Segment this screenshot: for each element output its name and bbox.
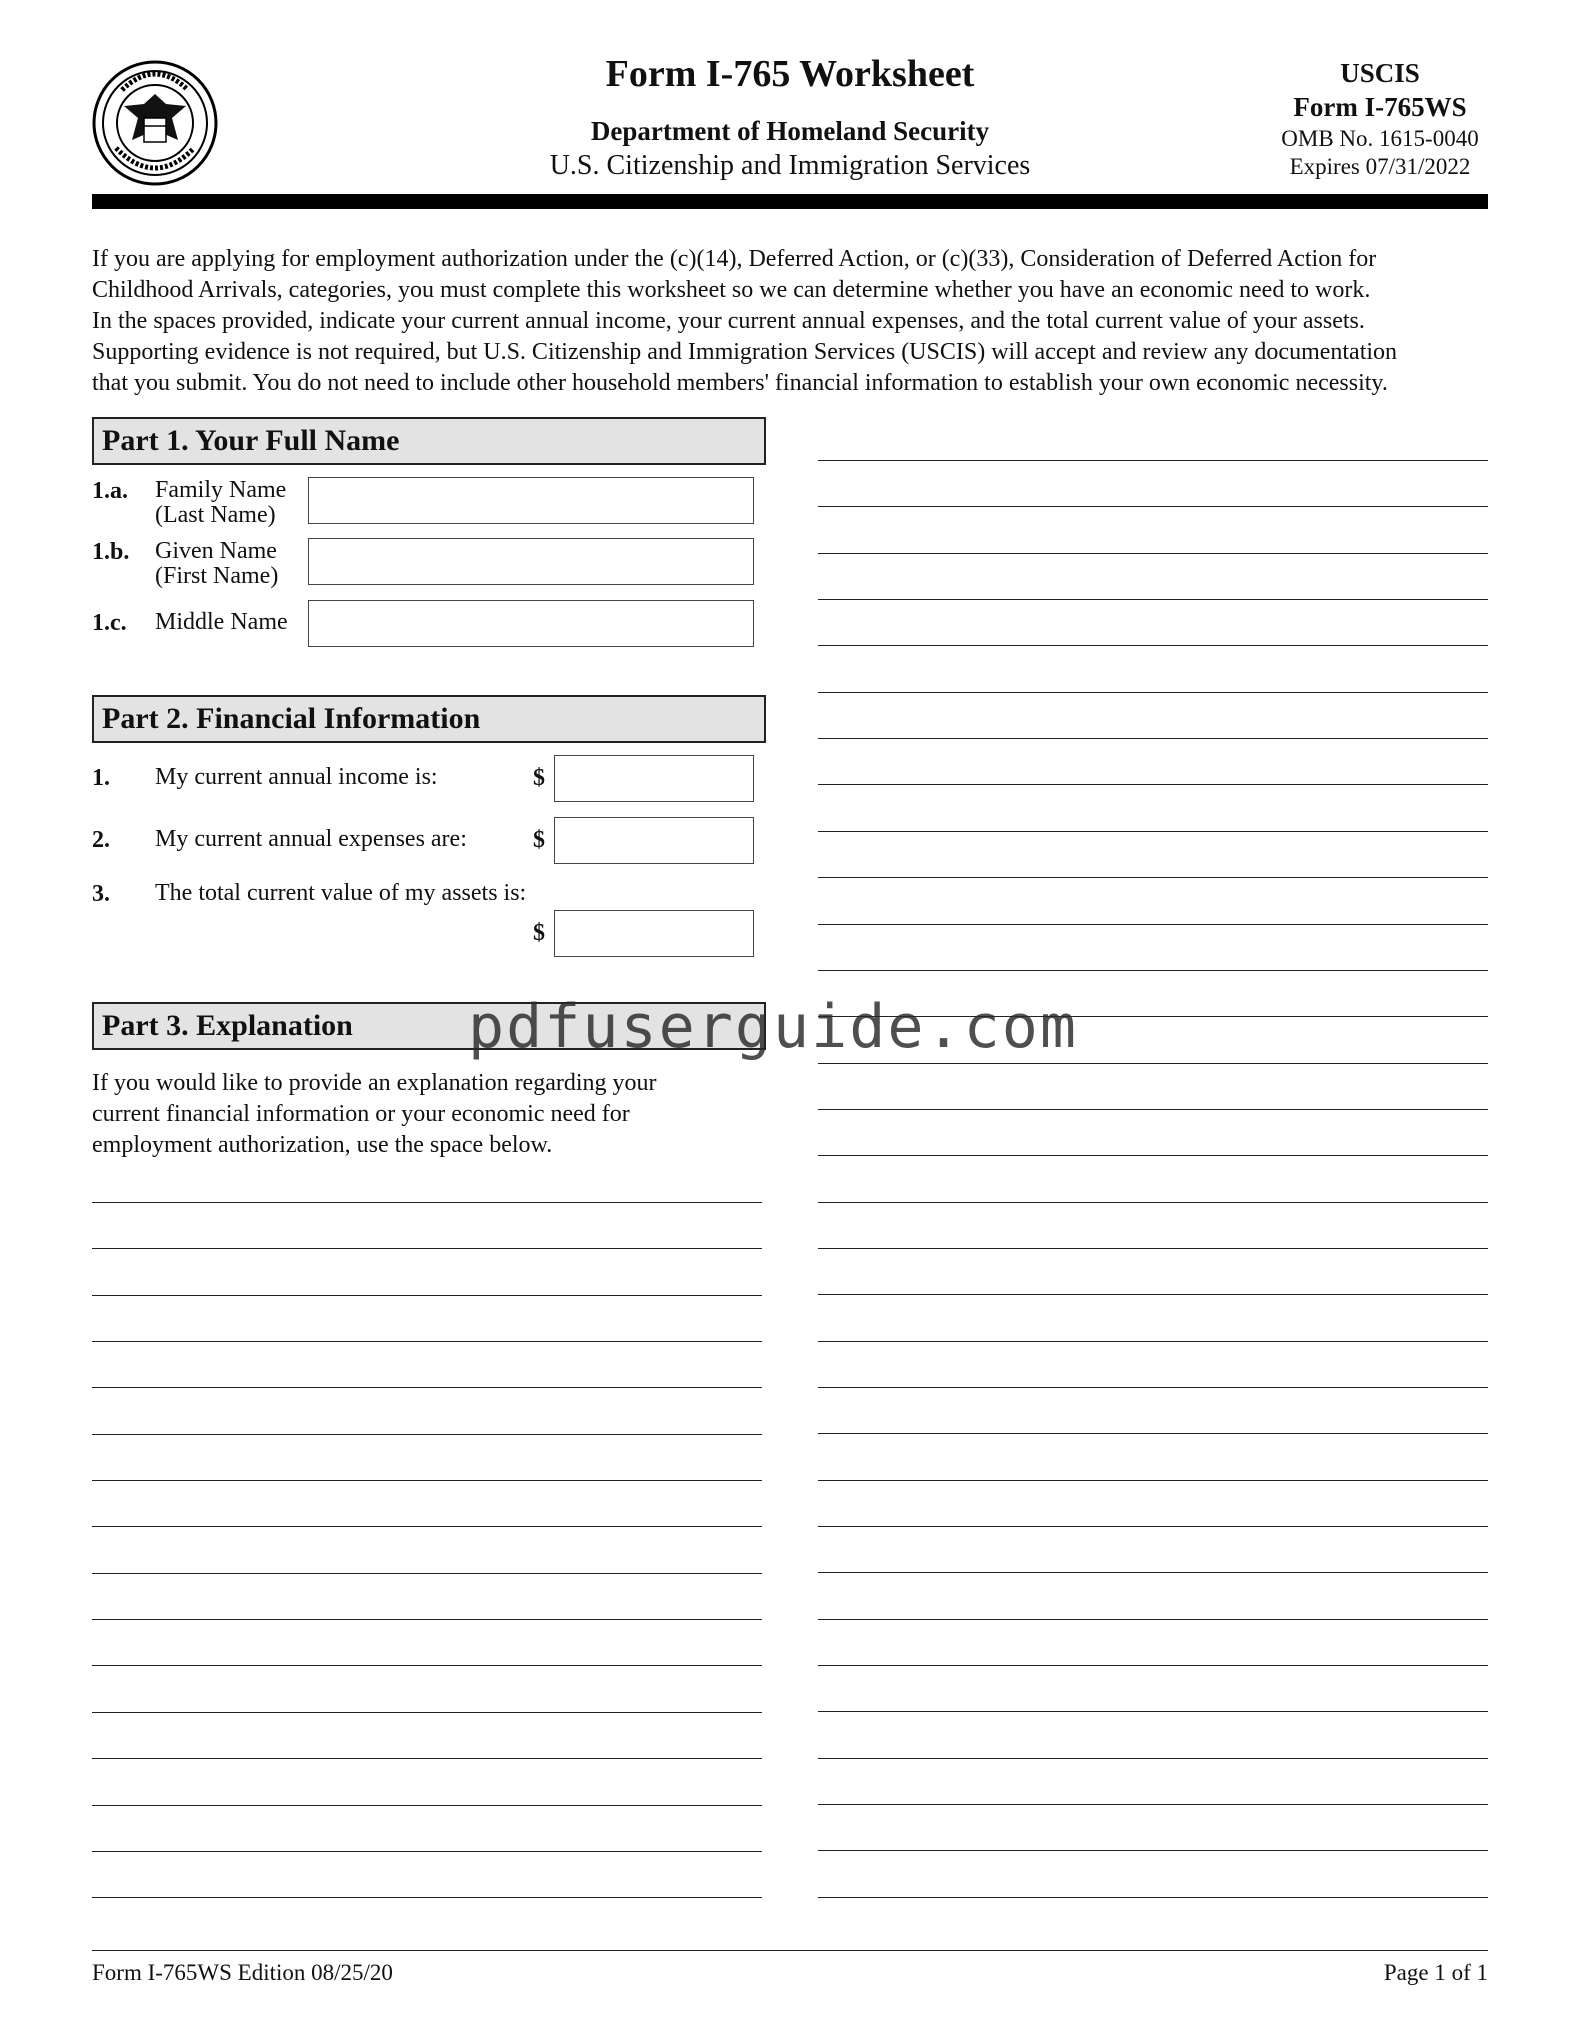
writing-line[interactable]: [818, 1711, 1488, 1712]
writing-line[interactable]: [92, 1897, 762, 1898]
currency-symbol: $: [533, 827, 545, 853]
writing-line[interactable]: [818, 1897, 1488, 1898]
writing-line[interactable]: [818, 645, 1488, 646]
given-name-label: [155, 539, 278, 589]
writing-line[interactable]: [92, 1248, 762, 1249]
corner-agency: USCIS: [1340, 58, 1420, 88]
writing-line[interactable]: [92, 1295, 762, 1296]
writing-line[interactable]: [92, 1202, 762, 1203]
department-name: Department of Homeland Security: [590, 116, 990, 146]
agency-name: U.S. Citizenship and Immigration Services: [549, 150, 1031, 181]
annual-expenses-label: My current annual expenses are:: [155, 826, 467, 852]
writing-line[interactable]: [92, 1526, 762, 1527]
writing-line[interactable]: [818, 599, 1488, 600]
annual-income-label: My current annual income is:: [155, 764, 438, 790]
item-number: 2.: [92, 827, 110, 853]
instructions-line: Childhood Arrivals, categories, you must complete this worksheet so we can determine whether you have an economic need to work.: [92, 277, 1371, 303]
writing-line[interactable]: [818, 970, 1488, 971]
writing-line[interactable]: [818, 877, 1488, 878]
part1-header: Part 1. Your Full Name: [92, 417, 766, 465]
instructions-line: that you submit. You do not need to include other household members' financial information to establish your own economic necessity.: [92, 370, 1388, 396]
writing-line[interactable]: [818, 738, 1488, 739]
writing-line[interactable]: [818, 1202, 1488, 1203]
part2-header: Part 2. Financial Information: [92, 695, 766, 743]
form-edition: Form I-765WS Edition 08/25/20: [92, 1960, 393, 1985]
writing-line[interactable]: [92, 1341, 762, 1342]
middle-name-label: Middle Name: [155, 609, 288, 635]
currency-symbol: $: [533, 765, 545, 791]
family-name-label: [155, 478, 286, 528]
writing-line[interactable]: [818, 784, 1488, 785]
currency-symbol: $: [533, 920, 545, 946]
writing-line[interactable]: [92, 1758, 762, 1759]
writing-line[interactable]: [92, 1480, 762, 1481]
writing-line[interactable]: [818, 506, 1488, 507]
instructions-line: In the spaces provided, indicate your current annual income, your current annual expenses, and the total current value of your assets.: [92, 308, 1365, 334]
header-divider: [92, 194, 1488, 209]
writing-line[interactable]: [818, 1804, 1488, 1805]
explanation-instructions: [92, 1068, 732, 1161]
middle-name-field[interactable]: [308, 600, 754, 647]
writing-line[interactable]: [92, 1573, 762, 1574]
writing-line[interactable]: [818, 924, 1488, 925]
watermark: pdfuserguide.com: [468, 992, 1078, 1062]
writing-line[interactable]: [818, 1480, 1488, 1481]
label-line: Given Name: [155, 538, 277, 564]
writing-line[interactable]: [92, 1665, 762, 1666]
expiration-date: Expires 07/31/2022: [1289, 154, 1471, 179]
writing-line[interactable]: [92, 1619, 762, 1620]
writing-line[interactable]: [818, 1526, 1488, 1527]
family-name-field[interactable]: [308, 477, 754, 524]
explanation-line: current financial information or your economic need for: [92, 1101, 630, 1127]
writing-line[interactable]: [818, 692, 1488, 693]
annual-income-field[interactable]: [554, 755, 754, 802]
assets-value-label: The total current value of my assets is:: [155, 880, 527, 906]
writing-line[interactable]: [818, 1341, 1488, 1342]
writing-line[interactable]: [818, 1387, 1488, 1388]
writing-line[interactable]: [818, 1850, 1488, 1851]
omb-number: OMB No. 1615-0040: [1281, 126, 1479, 151]
writing-line[interactable]: [818, 1155, 1488, 1156]
label-line: (Last Name): [155, 502, 276, 528]
writing-line[interactable]: [92, 1851, 762, 1852]
writing-line[interactable]: [818, 460, 1488, 461]
page-number: Page 1 of 1: [1383, 1960, 1488, 1985]
writing-line[interactable]: [92, 1387, 762, 1388]
writing-line[interactable]: [818, 1248, 1488, 1249]
writing-line[interactable]: [818, 831, 1488, 832]
footer-divider: [92, 1950, 1488, 1951]
writing-line[interactable]: [818, 1109, 1488, 1110]
item-number: 1.c.: [92, 610, 127, 636]
label-line: (First Name): [155, 563, 279, 589]
part3-header: Part 3. Explanation: [92, 1002, 766, 1050]
assets-value-field[interactable]: [554, 910, 754, 957]
instructions: [92, 244, 1492, 399]
writing-line[interactable]: [818, 553, 1488, 554]
label-line: Family Name: [155, 477, 287, 503]
item-number: 1.: [92, 765, 110, 791]
item-number: 3.: [92, 881, 110, 907]
instructions-line: Supporting evidence is not required, but U.S. Citizenship and Immigration Services (USCIS) will accept and review any documentation: [92, 339, 1398, 365]
writing-line[interactable]: [92, 1712, 762, 1713]
writing-line[interactable]: [818, 1665, 1488, 1666]
writing-line[interactable]: [818, 1758, 1488, 1759]
given-name-field[interactable]: [308, 538, 754, 585]
writing-line[interactable]: [818, 1619, 1488, 1620]
explanation-line: employment authorization, use the space below.: [92, 1132, 553, 1158]
writing-line[interactable]: [818, 1294, 1488, 1295]
writing-line[interactable]: [818, 1063, 1488, 1064]
writing-line[interactable]: [92, 1805, 762, 1806]
writing-line[interactable]: [818, 1433, 1488, 1434]
writing-line[interactable]: [92, 1434, 762, 1435]
explanation-line: If you would like to provide an explanation regarding your: [92, 1070, 657, 1096]
writing-line[interactable]: [818, 1572, 1488, 1573]
dhs-seal-icon: [92, 60, 218, 186]
corner-form-number: Form I-765WS: [1293, 92, 1467, 122]
annual-expenses-field[interactable]: [554, 817, 754, 864]
item-number: 1.a.: [92, 478, 128, 504]
item-number: 1.b.: [92, 539, 130, 565]
instructions-line: If you are applying for employment authorization under the (c)(14), Deferred Action, or (c)(33), Consideration of Deferred Action for: [92, 246, 1377, 272]
form-title: Form I-765 Worksheet: [605, 53, 975, 95]
